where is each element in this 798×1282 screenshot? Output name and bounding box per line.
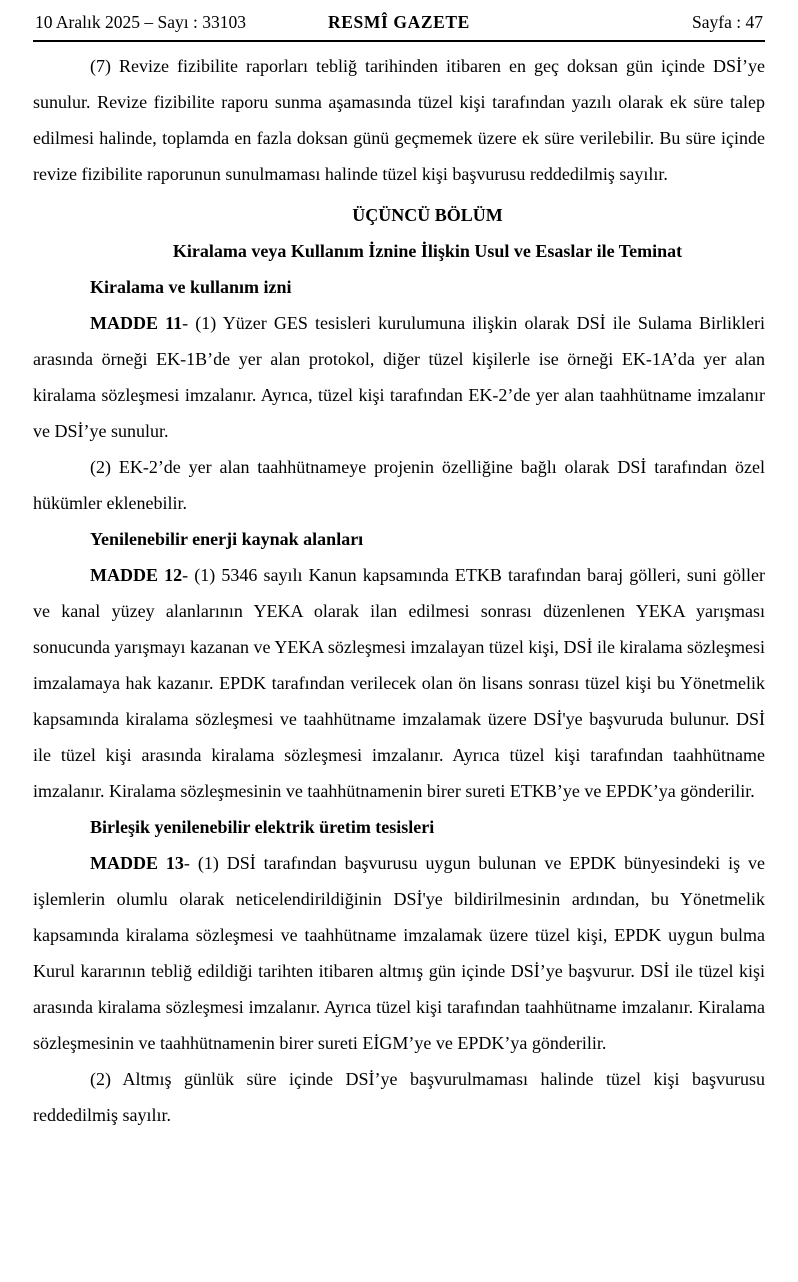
chapter-subheading: Kiralama veya Kullanım İznine İlişkin Usul ve Esaslar ile Teminat <box>172 241 683 261</box>
header-page-number: Sayfa : 47 <box>692 12 763 32</box>
heading-birlesik-yenilenebilir-elektrik: Birleşik yenilenebilir elektrik üretim tesisleri <box>90 817 435 837</box>
paragraph-madde-13 <box>33 845 765 1061</box>
paragraph-madde-13-clause-2: (2) Altmış günlük süre içinde DSİ’ye başvurulmaması halinde tüzel kişi başvurusu reddedilmiş sayılır. <box>33 1069 765 1125</box>
header-divider <box>33 40 765 42</box>
heading-yenilenebilir-enerji-kaynak-alanlari: Yenilenebilir enerji kaynak alanları <box>90 529 364 549</box>
paragraph-madde-11-clause-2: (2) EK-2’de yer alan taahhütnameye projenin özelliğine bağlı olarak DSİ tarafından özel hükümler eklenebilir. <box>33 457 765 513</box>
paragraph-madde-11 <box>33 305 765 449</box>
paragraph-madde-12 <box>33 557 765 809</box>
document-body <box>33 48 765 1133</box>
header-date-issue: 10 Aralık 2025 – Sayı : 33103 <box>35 12 246 32</box>
chapter-heading: ÜÇÜNCÜ BÖLÜM <box>352 205 503 225</box>
paragraph-clause-7: (7) Revize fizibilite raporları tebliğ tarihinden itibaren en geç doksan gün içinde DSİ’ye sunulur. Revize fizibilite raporu sunma aşamasında tüzel kişi tarafından yazılı olarak ek süre talep edilmesi halinde, toplamda en fazla doksan günü geçmemek üzere ek süre verilebilir. Bu süre içinde revize fizibilite raporunun sunulmaması halinde tüzel kişi başvurusu reddedilmiş sayılır. <box>33 56 765 184</box>
madde-11-text: - (1) Yüzer GES tesisleri kurulumuna ilişkin olarak DSİ ile Sulama Birlikleri arasında örneği EK-1B’de yer alan protokol, diğer tüzel kişilerle ise örneği EK-1A’da yer alan kiralama sözleşmesi imzalanır. Ayrıca, tüzel kişi tarafından EK-2’de yer alan taahhütname imzalanır ve DSİ’ye sunulur. <box>33 313 765 441</box>
page-header <box>33 8 765 40</box>
madde-13-text: - (1) DSİ tarafından başvurusu uygun bulunan ve EPDK bünyesindeki iş ve işlemlerin olumlu olarak neticelendirildiğinin DSİ'ye bildirilmesinin ardından, bu Yönetmelik kapsamında kiralama sözleşmesi ve taahhütname imzalamak üzere tüzel kişi, EPDK uygun bulma Kurul kararının tebliğ edildiği tarihten itibaren altmış gün içinde DSİ’ye başvurur. DSİ ile tüzel kişi arasında kiralama sözleşmesi imzalanır. Ayrıca tüzel kişi tarafından taahhütname imzalanır. Kiralama sözleşmesinin ve taahhütnamenin birer sureti EİGM’ye ve EPDK’ya gönderilir. <box>33 853 765 1053</box>
madde-12-text: - (1) 5346 sayılı Kanun kapsamında ETKB tarafından baraj gölleri, suni göller ve kanal yüzey alanlarının YEKA olarak ilan edilmesi sonrası düzenlenen YEKA yarışması sonucunda yarışmayı kazanan ve YEKA sözleşmesi imzalayan tüzel kişi, DSİ ile kiralama sözleşmesi imzalamaya hak kazanır. EPDK tarafından verilecek olan ön lisans sonrası tüzel kişi bu Yönetmelik kapsamında kiralama sözleşmesi ve taahhütname imzalamak üzere DSİ'ye başvuruda bulunur. DSİ ile tüzel kişi arasında kiralama sözleşmesi imzalanır. Ayrıca tüzel kişi tarafından taahhütname imzalanır. Kiralama sözleşmesinin ve taahhütnamenin birer sureti ETKB’ye ve EPDK’ya gönderilir. <box>33 565 765 801</box>
madde-11-label: MADDE 11 <box>90 313 183 333</box>
heading-kiralama-ve-kullanim-izni: Kiralama ve kullanım izni <box>90 277 292 297</box>
madde-13-label: MADDE 13 <box>90 853 184 873</box>
madde-12-label: MADDE 12 <box>90 565 183 585</box>
header-gazette-title: RESMÎ GAZETE <box>328 12 470 32</box>
